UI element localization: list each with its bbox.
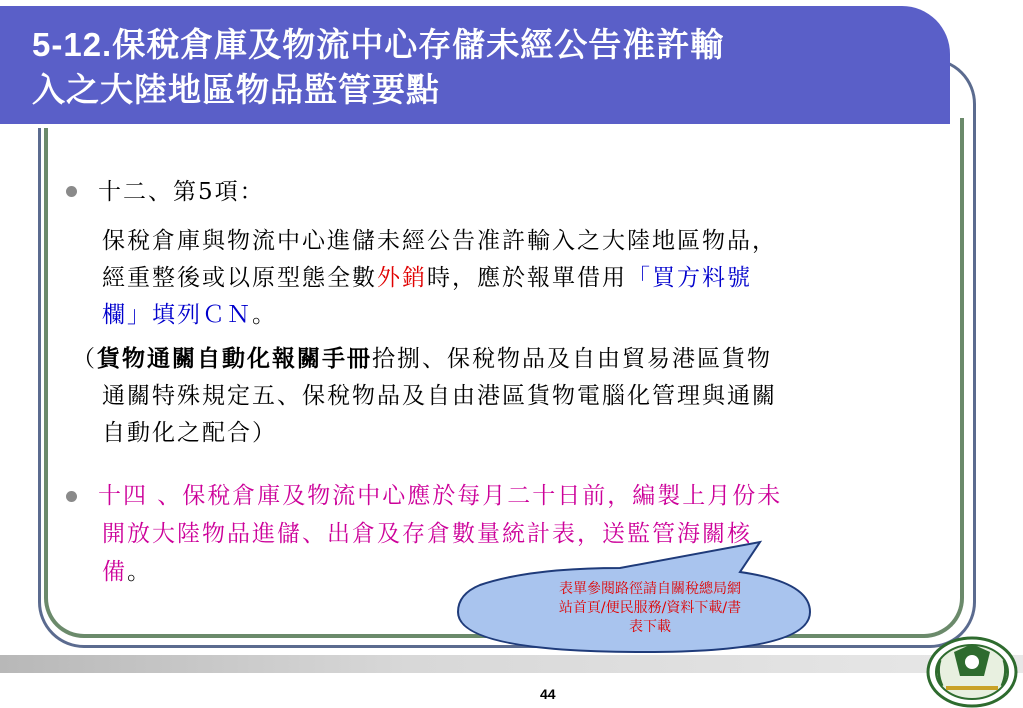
export-highlight: 外銷 (377, 265, 427, 291)
callout-line-1: 表單參閱路徑請自關稅總局網 (559, 581, 741, 597)
page-number: 44 (540, 686, 556, 702)
item-14-line-3-end: 。 (127, 559, 152, 585)
item-12-line-3-end: 。 (252, 302, 277, 328)
bullet-item-14 (66, 491, 77, 502)
note-line-2: 通關特殊規定五、保稅物品及自由港區貨物電腦化管理與通關 (102, 383, 777, 409)
item-14-line-3 (102, 556, 152, 588)
note-line-3: 自動化之配合） (102, 420, 277, 446)
customs-seal-icon (924, 632, 1020, 708)
title-underline (0, 124, 910, 128)
manual-name: 貨物通關自動化報關手冊 (97, 345, 372, 372)
item-14-line-2: 開放大陸物品進儲、出倉及存倉數量統計表，送監管海關核 (102, 521, 752, 547)
item-14-line-3-text: 備 (102, 559, 127, 585)
title-line-2: 入之大陸地區物品監管要點 (32, 70, 440, 109)
item-12-line-1: 保稅倉庫與物流中心進儲未經公告准許輸入之大陸地區物品， (102, 228, 777, 254)
slide-title (32, 22, 912, 112)
callout-line-3: 表下載 (629, 619, 671, 635)
item-12-heading: 十二、第5項： (98, 179, 265, 205)
bullet-item-12 (66, 186, 77, 197)
buyer-part-field-highlight-end: 欄」填列ＣＮ (102, 302, 252, 328)
title-number: 5-12. (32, 26, 113, 63)
note-open-paren: （ (72, 346, 97, 372)
title-line-1-text: 保稅倉庫及物流中心存儲未經公告准許輸 (112, 25, 725, 64)
callout-line-2: 站首頁/便民服務/資料下載/書 (558, 600, 742, 616)
item-12-line-2-a: 經重整後或以原型態全數 (102, 265, 377, 291)
item-12-line-2 (102, 262, 752, 294)
callout-text (520, 580, 780, 637)
item-14-line-1: 十四 、保稅倉庫及物流中心應於每月二十日前，編製上月份未 (98, 483, 783, 509)
item-12-line-2-b: 時，應於報單借用 (427, 265, 627, 291)
note-line-1-rest: 拾捌、保稅物品及自由貿易港區貨物 (372, 346, 772, 372)
note-line-1 (72, 343, 772, 375)
buyer-part-field-highlight: 「買方料號 (627, 265, 752, 291)
item-12-line-3 (102, 299, 277, 331)
title-line-1 (32, 22, 912, 67)
